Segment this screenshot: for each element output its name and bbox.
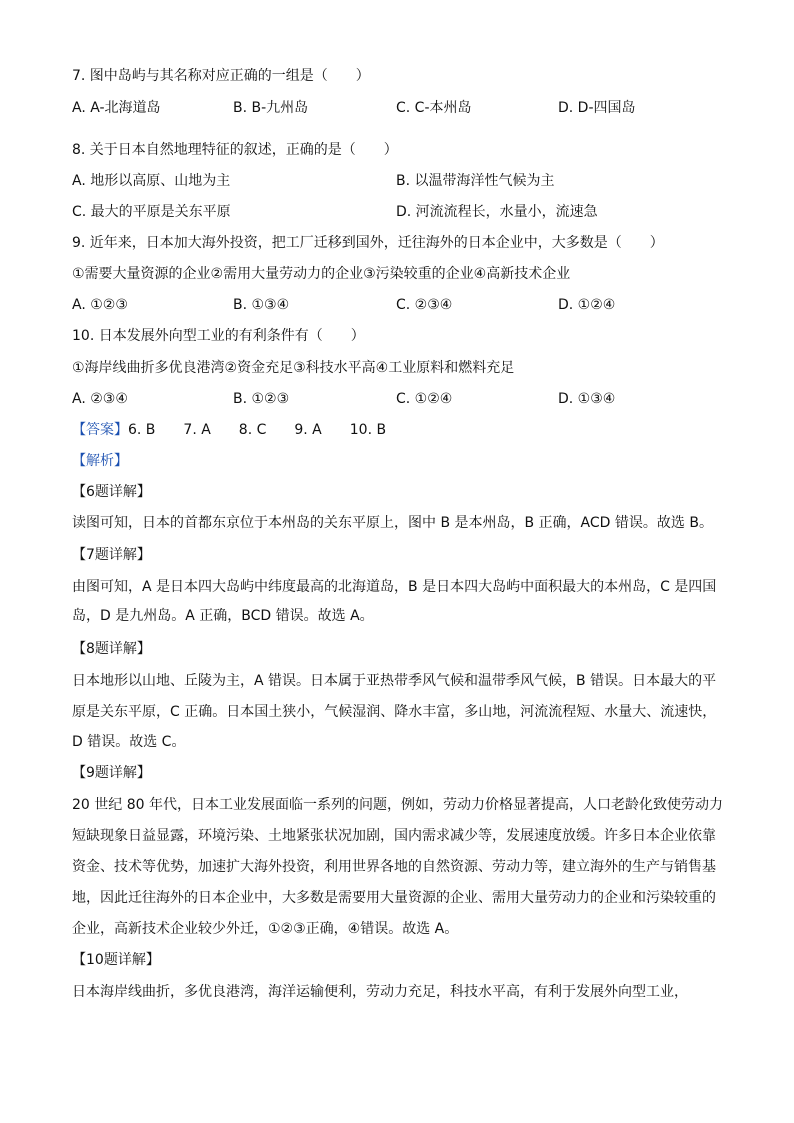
detail-9-line-4: 地，因此迁往海外的日本企业中，大多数是需要用大量资源的企业、需用大量劳动力的企业和污染较重的 — [72, 890, 716, 906]
q9-option-a: A. ①②③ — [72, 297, 128, 313]
q9-option-d: D. ①②④ — [558, 297, 616, 313]
detail-heading-6: 【6题详解】 — [72, 484, 151, 500]
detail-7-line-2: 岛，D 是九州岛。A 正确，BCD 错误。故选 A。 — [72, 608, 374, 624]
detail-8-line-1: 日本地形以山地、丘陵为主，A 错误。日本属于亚热带季风气候和温带季风气候，B 错误。日本最大的平 — [72, 673, 717, 689]
q10-statement: ①海岸线曲折多优良港湾②资金充足③科技水平高④工业原料和燃料充足 — [72, 360, 515, 376]
detail-9-line-3: 资金、技术等优势，加速扩大海外投资，利用世界各地的自然资源、劳动力等，建立海外的生产与销售基 — [72, 859, 716, 875]
q8-option-b: B. 以温带海洋性气候为主 — [396, 173, 555, 189]
q10-stem: 10. 日本发展外向型工业的有利条件有（ ） — [72, 328, 365, 344]
detail-heading-7: 【7题详解】 — [72, 547, 151, 563]
analysis-label: 【解析】 — [72, 453, 128, 469]
q10-option-c: C. ①②④ — [396, 391, 453, 407]
detail-10-line-1: 日本海岸线曲折，多优良港湾，海洋运输便利，劳动力充足，科技水平高，有利于发展外向型工业， — [72, 984, 688, 1000]
q10-option-b: B. ①②③ — [233, 391, 290, 407]
answer-text: 6. B 7. A 8. C 9. A 10. B — [128, 422, 387, 438]
q7-option-a: A. A-北海道岛 — [72, 100, 161, 116]
detail-6-line-1: 读图可知，日本的首都东京位于本州岛的关东平原上，图中 B 是本州岛，B 正确，ACD 错误。故选 B。 — [72, 515, 713, 531]
q8-stem: 8. 关于日本自然地理特征的叙述，正确的是（ ） — [72, 142, 398, 158]
q9-option-c: C. ②③④ — [396, 297, 453, 313]
q7-option-d: D. D-四国岛 — [558, 100, 636, 116]
q10-option-a: A. ②③④ — [72, 391, 128, 407]
q9-stem: 9. 近年来，日本加大海外投资，把工厂迁移到国外，迁往海外的日本企业中，大多数是（ ） — [72, 235, 664, 251]
q9-statement: ①需要大量资源的企业②需用大量劳动力的企业③污染较重的企业④高新技术企业 — [72, 266, 571, 282]
q7-option-c: C. C-本州岛 — [396, 100, 472, 116]
detail-heading-8: 【8题详解】 — [72, 641, 151, 657]
detail-9-line-5: 企业，高新技术企业较少外迁，①②③正确，④错误。故选 A。 — [72, 921, 459, 937]
detail-8-line-2: 原是关东平原，C 正确。日本国土狭小，气候湿润、降水丰富，多山地，河流流程短、水量大、流速快， — [72, 704, 717, 720]
q8-option-d: D. 河流流程长，水量小，流速急 — [396, 204, 598, 220]
detail-heading-9: 【9题详解】 — [72, 765, 151, 781]
q8-option-a: A. 地形以高原、山地为主 — [72, 173, 231, 189]
q7-stem: 7. 图中岛屿与其名称对应正确的一组是（ ） — [72, 68, 370, 84]
detail-heading-10: 【10题详解】 — [72, 952, 160, 968]
answer-row — [72, 420, 386, 440]
detail-9-line-2: 短缺现象日益显露，环境污染、土地紧张状况加剧，国内需求减少等，发展速度放缓。许多日本企业依靠 — [72, 828, 716, 844]
detail-7-line-1: 由图可知，A 是日本四大岛屿中纬度最高的北海道岛，B 是日本四大岛屿中面积最大的本州岛，C 是四国 — [72, 579, 717, 595]
q7-option-b: B. B-九州岛 — [233, 100, 309, 116]
q9-option-b: B. ①③④ — [233, 297, 290, 313]
answer-label: 【答案】 — [72, 422, 128, 438]
q8-option-c: C. 最大的平原是关东平原 — [72, 204, 231, 220]
detail-8-line-3: D 错误。故选 C。 — [72, 734, 186, 750]
detail-9-line-1: 20 世纪 80 年代，日本工业发展面临一系列的问题，例如，劳动力价格显著提高，人口老龄化致使劳动力 — [72, 797, 723, 813]
q10-option-d: D. ①③④ — [558, 391, 616, 407]
